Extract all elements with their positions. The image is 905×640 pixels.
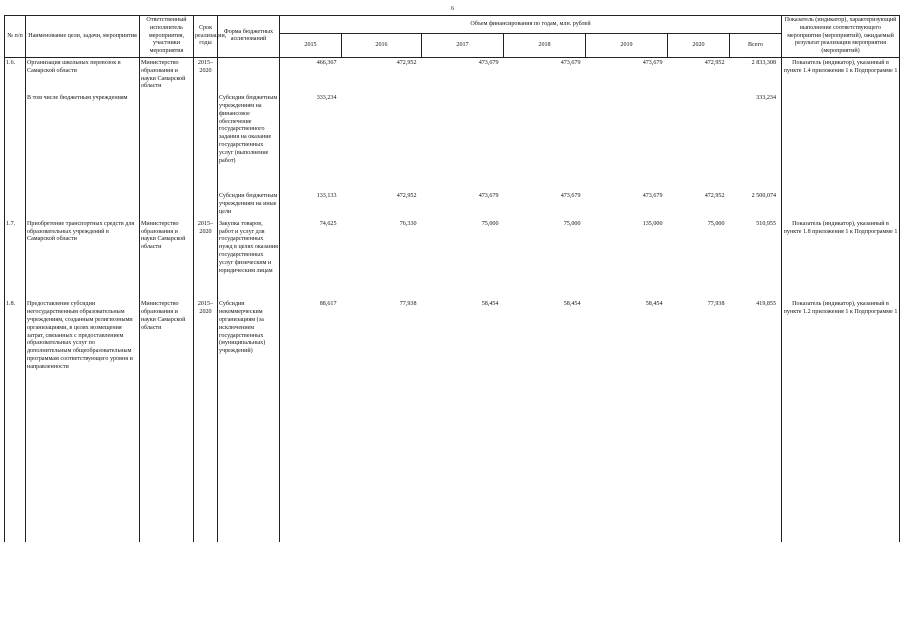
row-form: Субсидии некоммерческим организациям (за исключением государственных (муниципальных) учреждений) xyxy=(218,299,280,373)
row-form xyxy=(218,57,280,93)
page-number: 6 xyxy=(451,6,454,12)
header-total: Всего xyxy=(730,33,782,57)
row-term xyxy=(194,93,218,167)
row-value-2017: 473,679 xyxy=(478,193,499,200)
row-value-2015: 333,234 xyxy=(280,93,342,167)
row-value-2015: 88,617 xyxy=(280,299,342,373)
header-indicator: Показатель (индикатор), характеризующий выполнение соответствующего мероприятия (мероприятий), ожидаемый результат реализации мероприятия (мероприятий) xyxy=(782,16,900,58)
row-value-2017: 75,000 xyxy=(481,220,499,227)
row-term xyxy=(194,191,218,218)
row-num: 1.6. xyxy=(5,57,26,93)
header-executor: Ответственный исполнитель мероприятия, участники мероприятия xyxy=(140,16,194,58)
row-executor: Министерство образования и науки Самарской области xyxy=(140,57,194,93)
row-form: Субсидии бюджетным учреждениям на иные цели xyxy=(218,191,280,218)
row-value-2016: 472,952 xyxy=(396,193,417,200)
row-executor xyxy=(140,93,194,167)
row-name: Предоставление субсидии негосударственным образовательным учреждениям, созданным религиозными организациями, в целях возмещения затрат, связанных с предоставлением образовательных услуг по дополнительным общеобразовательным программам соответствующего уровня и направленности xyxy=(26,299,140,373)
row-value-2016: 77,938 xyxy=(399,301,417,308)
row-value-2019: 473,679 xyxy=(642,193,663,200)
row-value-2015: 466,367 xyxy=(280,57,342,93)
row-num: 1.7. xyxy=(5,219,26,278)
row-indicator xyxy=(782,191,900,218)
header-year-2016: 2016 xyxy=(342,33,422,57)
row-value-2015: 74,625 xyxy=(280,219,342,278)
table-row xyxy=(5,57,900,93)
row-value-2018: 75,000 xyxy=(563,220,581,227)
row-form: Субсидии бюджетным учреждениям на финансовое обеспечение государственного задания на оказание государственных услуг (выполнение работ) xyxy=(218,93,280,167)
row-form: Закупка товаров, работ и услуг для государственных нужд в целях оказания государственных услуг физическим и юридическим лицам xyxy=(218,219,280,278)
row-value-2020: 472,952 xyxy=(704,59,725,66)
header-term: Срок реализации, годы xyxy=(194,16,218,58)
row-executor: Министерство образования и науки Самарской области xyxy=(140,299,194,373)
row-value-2020 xyxy=(668,93,730,167)
spacer-row xyxy=(5,167,900,191)
row-num xyxy=(5,93,26,167)
row-value-2020: 75,000 xyxy=(707,220,725,227)
row-num: 1.8. xyxy=(5,299,26,373)
row-total: 510,955 xyxy=(756,220,777,227)
table-row xyxy=(5,191,900,218)
header-form: Форма бюджетных ассигнований xyxy=(218,16,280,58)
row-total: 419,855 xyxy=(756,301,777,308)
row-value-2018: 58,454 xyxy=(563,301,581,308)
row-value-2016: 472,952 xyxy=(396,59,417,66)
row-executor: Министерство образования и науки Самарской области xyxy=(140,219,194,278)
row-value-2020: 472,952 xyxy=(704,193,725,200)
row-term: 2015–2020 xyxy=(194,57,218,93)
row-num xyxy=(5,191,26,218)
row-value-2019: 473,679 xyxy=(642,59,663,66)
row-value-2018 xyxy=(504,93,586,167)
table-row xyxy=(5,299,900,373)
header-year-2018: 2018 xyxy=(504,33,586,57)
row-value-2019: 58,454 xyxy=(645,301,663,308)
row-total: 2 500,074 xyxy=(751,193,777,200)
header-year-2020: 2020 xyxy=(668,33,730,57)
row-total: 333,234 xyxy=(756,95,777,102)
budget-table xyxy=(4,15,900,542)
header-volume: Объем финансирования по годам, млн. рублей xyxy=(280,16,782,34)
row-value-2019: 135,000 xyxy=(642,220,663,227)
row-name: Приобретение транспортных средств для образовательных учреждений в Самарской области xyxy=(26,219,140,278)
row-value-2015: 133,133 xyxy=(280,191,342,218)
row-value-2019 xyxy=(586,93,668,167)
table-row xyxy=(5,219,900,278)
row-indicator: Показатель (индикатор), указанный в пункте 1.2 приложения 1 к Подпрограмме 1 xyxy=(782,299,900,373)
row-value-2020: 77,938 xyxy=(707,301,725,308)
row-value-2017: 473,679 xyxy=(478,59,499,66)
row-value-2016 xyxy=(342,93,422,167)
row-value-2017 xyxy=(422,93,504,167)
table-row xyxy=(5,93,900,167)
header-name: Наименование цели, задачи, мероприятия xyxy=(26,16,140,58)
row-executor xyxy=(140,191,194,218)
row-value-2018: 473,679 xyxy=(560,193,581,200)
header-year-2015: 2015 xyxy=(280,33,342,57)
row-term: 2015–2020 xyxy=(194,219,218,278)
row-value-2017: 58,454 xyxy=(481,301,499,308)
row-value-2018: 473,679 xyxy=(560,59,581,66)
row-indicator xyxy=(782,93,900,167)
row-name: В том числе бюджетным учреждениям xyxy=(26,93,140,167)
spacer-row xyxy=(5,277,900,299)
row-indicator: Показатель (индикатор), указанный в пункте 1.4 приложения 1 к Подпрограмме 1 xyxy=(782,57,900,93)
header-year-2017: 2017 xyxy=(422,33,504,57)
header-num: № п/п xyxy=(5,16,26,58)
row-indicator: Показатель (индикатор), указанный в пункте 1.8 приложения 1 к Подпрограмме 1 xyxy=(782,219,900,278)
row-name: Организация школьных перевозок в Самарской области xyxy=(26,57,140,93)
row-name xyxy=(26,191,140,218)
row-total: 2 833,308 xyxy=(751,59,777,66)
row-term: 2015–2020 xyxy=(194,299,218,373)
spacer-row xyxy=(5,373,900,542)
row-value-2016: 76,330 xyxy=(399,220,417,227)
header-year-2019: 2019 xyxy=(586,33,668,57)
